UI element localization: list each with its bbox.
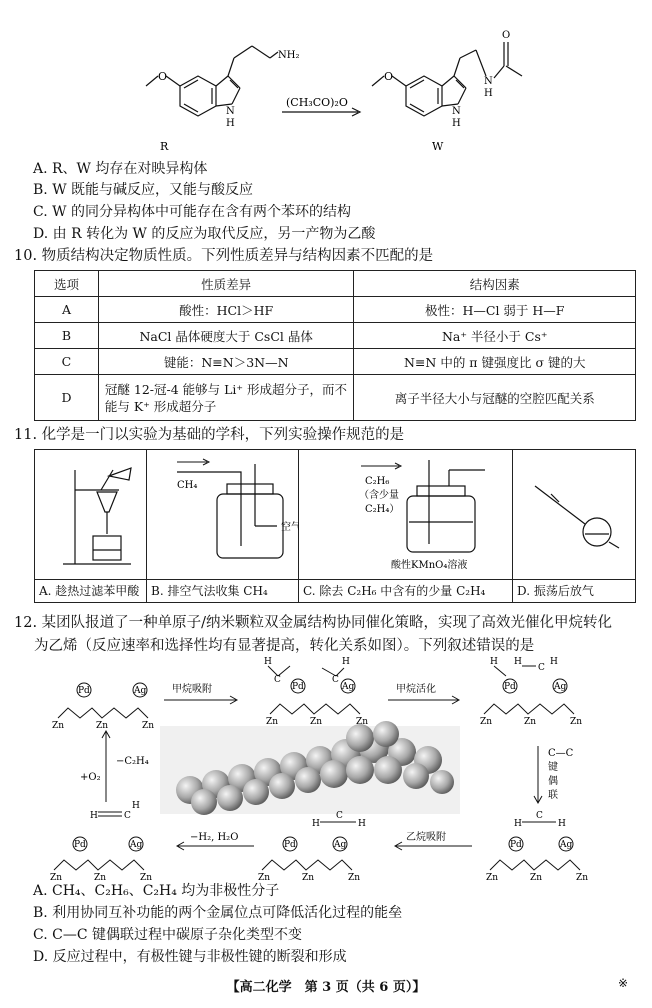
step-coupling-2: 偶 [548, 776, 558, 787]
zn-label: Zn [524, 717, 537, 727]
nanoparticle-surface-image [160, 721, 460, 815]
cell-option: A [35, 297, 99, 323]
pd-label: Pd [292, 682, 304, 692]
zn-label: Zn [310, 717, 323, 727]
header-property: 性质差异 [98, 271, 354, 297]
h-atom: H [514, 819, 522, 829]
gas-bottle-icon [147, 450, 299, 578]
zn-label: Zn [348, 873, 361, 883]
zn-label: Zn [96, 721, 109, 731]
apparatus-b [147, 450, 299, 602]
w-amide-h: H [484, 88, 493, 99]
q9-option-d: D. 由 R 转化为 W 的反应为取代反应，另一产物为乙酸 [33, 226, 376, 242]
cell-structure: N≡N 中的 π 键强度比 σ 键的大 [354, 349, 636, 375]
q12-title-line1: 12. 某团队报道了一种单原子/纳米颗粒双金属结构协同催化策略，实现了高效光催化甲烷转化 [14, 615, 613, 631]
h-atom: H [132, 801, 140, 811]
table-row [35, 349, 636, 375]
b-air-label: 空气 [281, 522, 299, 533]
cell-structure: 离子半径大小与冠醚的空腔匹配关系 [354, 375, 636, 421]
cell-structure: Na⁺ 半径小于 Cs⁺ [354, 323, 636, 349]
caption-d: D. 振荡后放气 [513, 579, 635, 602]
h-atom: H [342, 657, 350, 667]
zn-label: Zn [576, 873, 589, 883]
product-label: W [432, 140, 444, 153]
table-row [35, 323, 636, 349]
ag-label: Ag [560, 840, 573, 850]
w-carbonyl-o: O [502, 30, 511, 41]
step-ethane-adsorption: 乙烷吸附 [406, 832, 446, 843]
q9-option-c: C. W 的同分异构体中可能存在含有两个苯环的结构 [33, 204, 351, 220]
cell-property: NaCl 晶体硬度大于 CsCl 晶体 [98, 323, 354, 349]
zn-label: Zn [94, 873, 107, 883]
c-atom: C [274, 675, 281, 685]
reagent-label: (CH₃CO)₂O [286, 96, 348, 109]
h-atom: H [358, 819, 366, 829]
c-note-line1: （含少量 [359, 490, 399, 501]
step-methane-activation: 甲烷活化 [396, 684, 436, 695]
zn-label: Zn [480, 717, 493, 727]
zn-label: Zn [52, 721, 65, 731]
reactant-label: R [160, 140, 169, 153]
page-footer: 【高二化学 第 3 页（共 6 页）】 [226, 980, 426, 995]
q12-option-b: B. 利用协同互补功能的两个金属位点可降低活化过程的能垒 [33, 905, 403, 921]
ag-label: Ag [334, 840, 347, 850]
zn-label: Zn [356, 717, 369, 727]
q12-option-d: D. 反应过程中，有极性键与非极性键的断裂和形成 [33, 949, 347, 965]
corner-mark: ※ [618, 976, 629, 990]
r-indole-n: N [226, 106, 235, 117]
header-option: 选项 [35, 271, 99, 297]
apparatus-c [299, 450, 513, 602]
c-atom: C [536, 811, 543, 821]
washing-bottle-icon [299, 450, 513, 578]
cell-property: 键能：N≡N＞3N—N [98, 349, 354, 375]
ag-label: Ag [130, 840, 143, 850]
cell-property: 酸性：HCl＞HF [98, 297, 354, 323]
zn-label: Zn [530, 873, 543, 883]
r-methoxy-o: O [158, 70, 168, 83]
c-atom: C [332, 675, 339, 685]
step-o2: +O₂ [80, 772, 101, 783]
zn-label: Zn [140, 873, 153, 883]
h-atom: H [558, 819, 566, 829]
h-atom: H [312, 819, 320, 829]
separatory-funnel-icon [513, 450, 635, 578]
step-release: −H₂, H₂O [190, 832, 239, 843]
step-coupling-3: 联 [548, 790, 558, 801]
zn-label: Zn [486, 873, 499, 883]
q11-apparatus-panel [34, 449, 636, 603]
h-atom: H [264, 657, 272, 667]
h-atom: H [90, 811, 98, 821]
step-cc-label: C—C [548, 748, 574, 759]
c-atom: C [538, 663, 545, 673]
w-amide-n: N [484, 76, 493, 87]
zn-label: Zn [258, 873, 271, 883]
pd-label: Pd [504, 682, 516, 692]
zn-label: Zn [50, 873, 63, 883]
zn-label: Zn [570, 717, 583, 727]
w-indole-n: N [452, 106, 461, 117]
zn-label: Zn [266, 717, 279, 727]
pd-label: Pd [510, 840, 522, 850]
step-coupling-1: 键 [548, 762, 558, 773]
table-row [35, 297, 636, 323]
r-indole-h: H [226, 118, 235, 129]
q10-title: 10. 物质结构决定物质性质。下列性质差异与结构因素不匹配的是 [14, 248, 434, 264]
filtration-setup-icon [35, 450, 147, 578]
pd-label: Pd [284, 840, 296, 850]
w-indole-h: H [452, 118, 461, 129]
ag-label: Ag [554, 682, 567, 692]
q12-title-line2: 为乙烯（反应速率和选择性均有显著提高，转化关系如图）。下列叙述错误的是 [34, 638, 535, 654]
q9-reaction-scheme [120, 18, 560, 158]
c-note-line2: C₂H₄） [365, 504, 400, 515]
h-atom: H [514, 657, 522, 667]
w-methoxy-o: O [384, 70, 394, 83]
caption-c: C. 除去 C₂H₆ 中含有的少量 C₂H₄ [299, 579, 512, 602]
c-solution-label: 酸性KMnO₄溶液 [391, 560, 468, 571]
step-c2h4: −C₂H₄ [116, 756, 149, 767]
b-gas-label: CH₄ [177, 480, 198, 491]
h-atom: H [490, 657, 498, 667]
header-structure: 结构因素 [354, 271, 636, 297]
q12-option-a: A. CH₄、C₂H₆、C₂H₄ 均为非极性分子 [33, 883, 280, 899]
q10-table [34, 270, 636, 421]
table-header-row [35, 271, 636, 297]
c-gas-label: C₂H₆ [365, 476, 390, 487]
cell-option: C [35, 349, 99, 375]
caption-b: B. 排空气法收集 CH₄ [147, 579, 298, 602]
q12-catalytic-cycle [40, 652, 640, 884]
step-methane-adsorption: 甲烷吸附 [172, 684, 212, 695]
q11-title: 11. 化学是一门以实验为基础的学科，下列实验操作规范的是 [14, 427, 405, 443]
ag-label: Ag [134, 686, 147, 696]
q9-option-b: B. W 既能与碱反应，又能与酸反应 [33, 182, 254, 198]
q9-option-a: A. R、W 均存在对映异构体 [33, 161, 208, 177]
cell-property: 冠醚 12-冠-4 能够与 Li⁺ 形成超分子，而不能与 K⁺ 形成超分子 [98, 375, 354, 421]
ag-label: Ag [342, 682, 355, 692]
pd-label: Pd [74, 840, 86, 850]
apparatus-d [513, 450, 635, 602]
h-atom: H [550, 657, 558, 667]
apparatus-a [35, 450, 147, 602]
pd-label: Pd [78, 686, 90, 696]
zn-label: Zn [302, 873, 315, 883]
q12-option-c: C. C—C 键偶联过程中碳原子杂化类型不变 [33, 927, 302, 943]
cell-option: D [35, 375, 99, 421]
amine-nh2-label: NH₂ [278, 50, 300, 61]
c-atom: C [124, 811, 131, 821]
caption-a: A. 趁热过滤苯甲酸 [35, 579, 146, 602]
zn-label: Zn [142, 721, 155, 731]
cell-structure: 极性：H—Cl 弱于 H—F [354, 297, 636, 323]
c-atom: C [336, 811, 343, 821]
table-row [35, 375, 636, 421]
cell-option: B [35, 323, 99, 349]
